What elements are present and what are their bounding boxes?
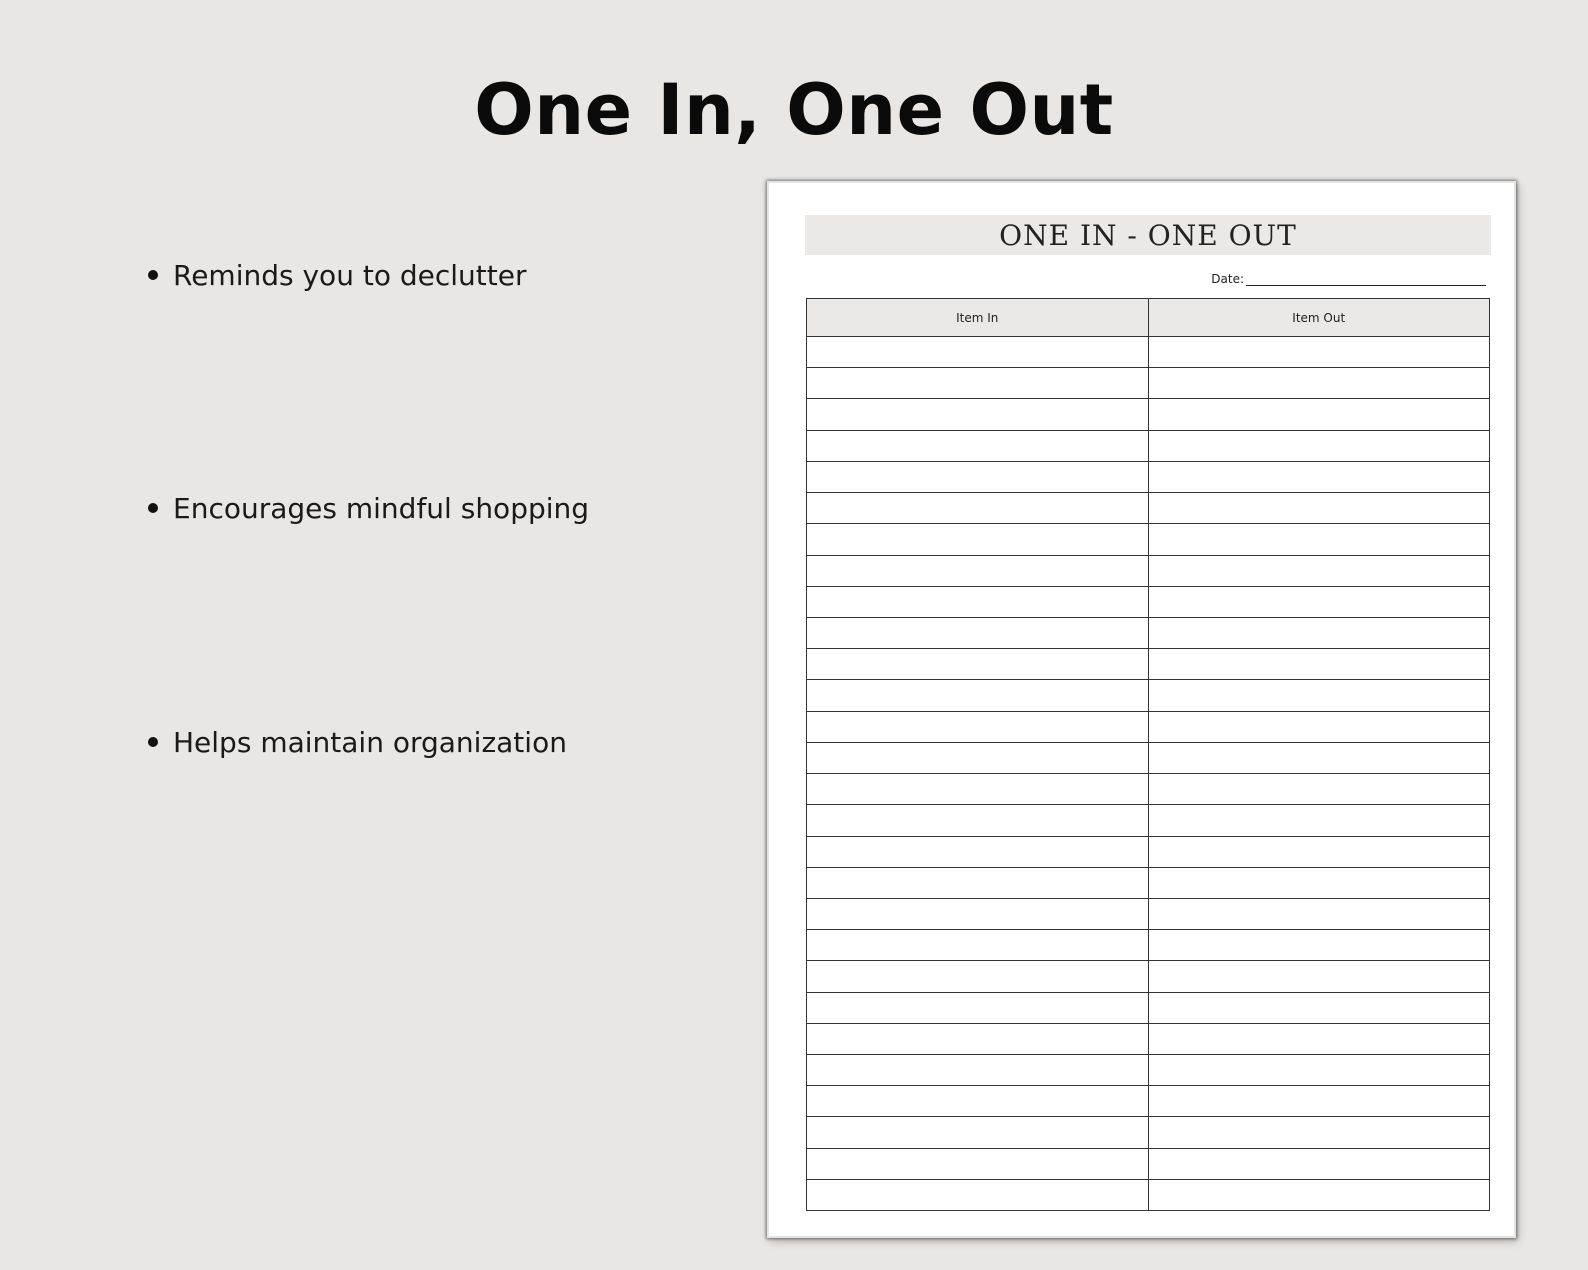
table-row [807,774,1489,805]
cell-item-out [1148,587,1490,617]
cell-item-in [807,680,1148,710]
cell-item-out [1148,493,1490,523]
feature-list [148,0,728,1270]
cell-item-in [807,837,1148,867]
table-row [807,993,1489,1024]
cell-item-in [807,524,1148,554]
feature-item [148,255,526,295]
table-row [807,1149,1489,1180]
table-row [807,462,1489,493]
date-line [1246,271,1486,286]
table-row [807,1024,1489,1055]
cell-item-out [1148,805,1490,835]
cell-item-in [807,743,1148,773]
table-header [807,299,1489,337]
item-log-table [806,298,1490,1211]
table-body [807,337,1489,1210]
cell-item-in [807,431,1148,461]
table-row [807,618,1489,649]
sheet-title: ONE IN - ONE OUT [999,218,1297,252]
table-row [807,399,1489,430]
table-row [807,649,1489,680]
cell-item-in [807,368,1148,398]
cell-item-in [807,649,1148,679]
table-row [807,712,1489,743]
cell-item-out [1148,837,1490,867]
cell-item-in [807,899,1148,929]
table-row [807,368,1489,399]
cell-item-out [1148,930,1490,960]
cell-item-in [807,1055,1148,1085]
table-row [807,337,1489,368]
table-row [807,1055,1489,1086]
cell-item-in [807,337,1148,367]
page-title: One In, One Out [474,69,1114,151]
cell-item-out [1148,462,1490,492]
table-row [807,837,1489,868]
cell-item-in [807,399,1148,429]
date-label: Date: [1211,272,1244,286]
cell-item-in [807,930,1148,960]
cell-item-out [1148,1024,1490,1054]
cell-item-out [1148,712,1490,742]
cell-item-in [807,1086,1148,1116]
cell-item-in [807,1180,1148,1210]
table-row [807,961,1489,992]
table-row [807,431,1489,462]
cell-item-out [1148,899,1490,929]
table-row [807,1117,1489,1148]
cell-item-out [1148,337,1490,367]
bullet-dot-icon [148,737,158,747]
cell-item-out [1148,1055,1490,1085]
cell-item-out [1148,961,1490,991]
sheet-title-band [805,215,1491,255]
cell-item-out [1148,1117,1490,1147]
feature-item [148,722,567,762]
cell-item-in [807,961,1148,991]
table-row [807,1086,1489,1117]
cell-item-in [807,1149,1148,1179]
table-row [807,899,1489,930]
cell-item-out [1148,399,1490,429]
cell-item-in [807,556,1148,586]
table-row [807,743,1489,774]
cell-item-in [807,712,1148,742]
cell-item-in [807,462,1148,492]
cell-item-out [1148,868,1490,898]
cell-item-out [1148,993,1490,1023]
table-row [807,587,1489,618]
cell-item-in [807,774,1148,804]
feature-text: Reminds you to declutter [173,258,527,292]
cell-item-out [1148,431,1490,461]
cell-item-in [807,1024,1148,1054]
cell-item-in [807,993,1148,1023]
cell-item-in [807,805,1148,835]
table-row [807,556,1489,587]
cell-item-out [1148,368,1490,398]
cell-item-out [1148,774,1490,804]
cell-item-out [1148,556,1490,586]
column-header-item-in: Item In [956,310,999,325]
feature-text: Helps maintain organization [173,725,567,759]
cell-item-out [1148,1149,1490,1179]
cell-item-out [1148,1180,1490,1210]
cell-item-out [1148,649,1490,679]
table-row [807,1180,1489,1210]
cell-item-out [1148,524,1490,554]
cell-item-in [807,493,1148,523]
cell-item-in [807,1117,1148,1147]
table-row [807,680,1489,711]
cell-item-in [807,868,1148,898]
table-row [807,805,1489,836]
table-row [807,493,1489,524]
cell-item-in [807,618,1148,648]
bullet-dot-icon [148,270,158,280]
printable-sheet [767,181,1516,1238]
column-header-item-out: Item Out [1148,299,1490,336]
bullet-dot-icon [148,503,158,513]
cell-item-out [1148,1086,1490,1116]
date-field [1211,266,1486,286]
table-row [807,868,1489,899]
feature-text: Encourages mindful shopping [173,491,590,525]
table-row [807,930,1489,961]
cell-item-out [1148,680,1490,710]
cell-item-out [1148,743,1490,773]
cell-item-in [807,587,1148,617]
feature-item [148,488,589,528]
table-row [807,524,1489,555]
cell-item-out [1148,618,1490,648]
